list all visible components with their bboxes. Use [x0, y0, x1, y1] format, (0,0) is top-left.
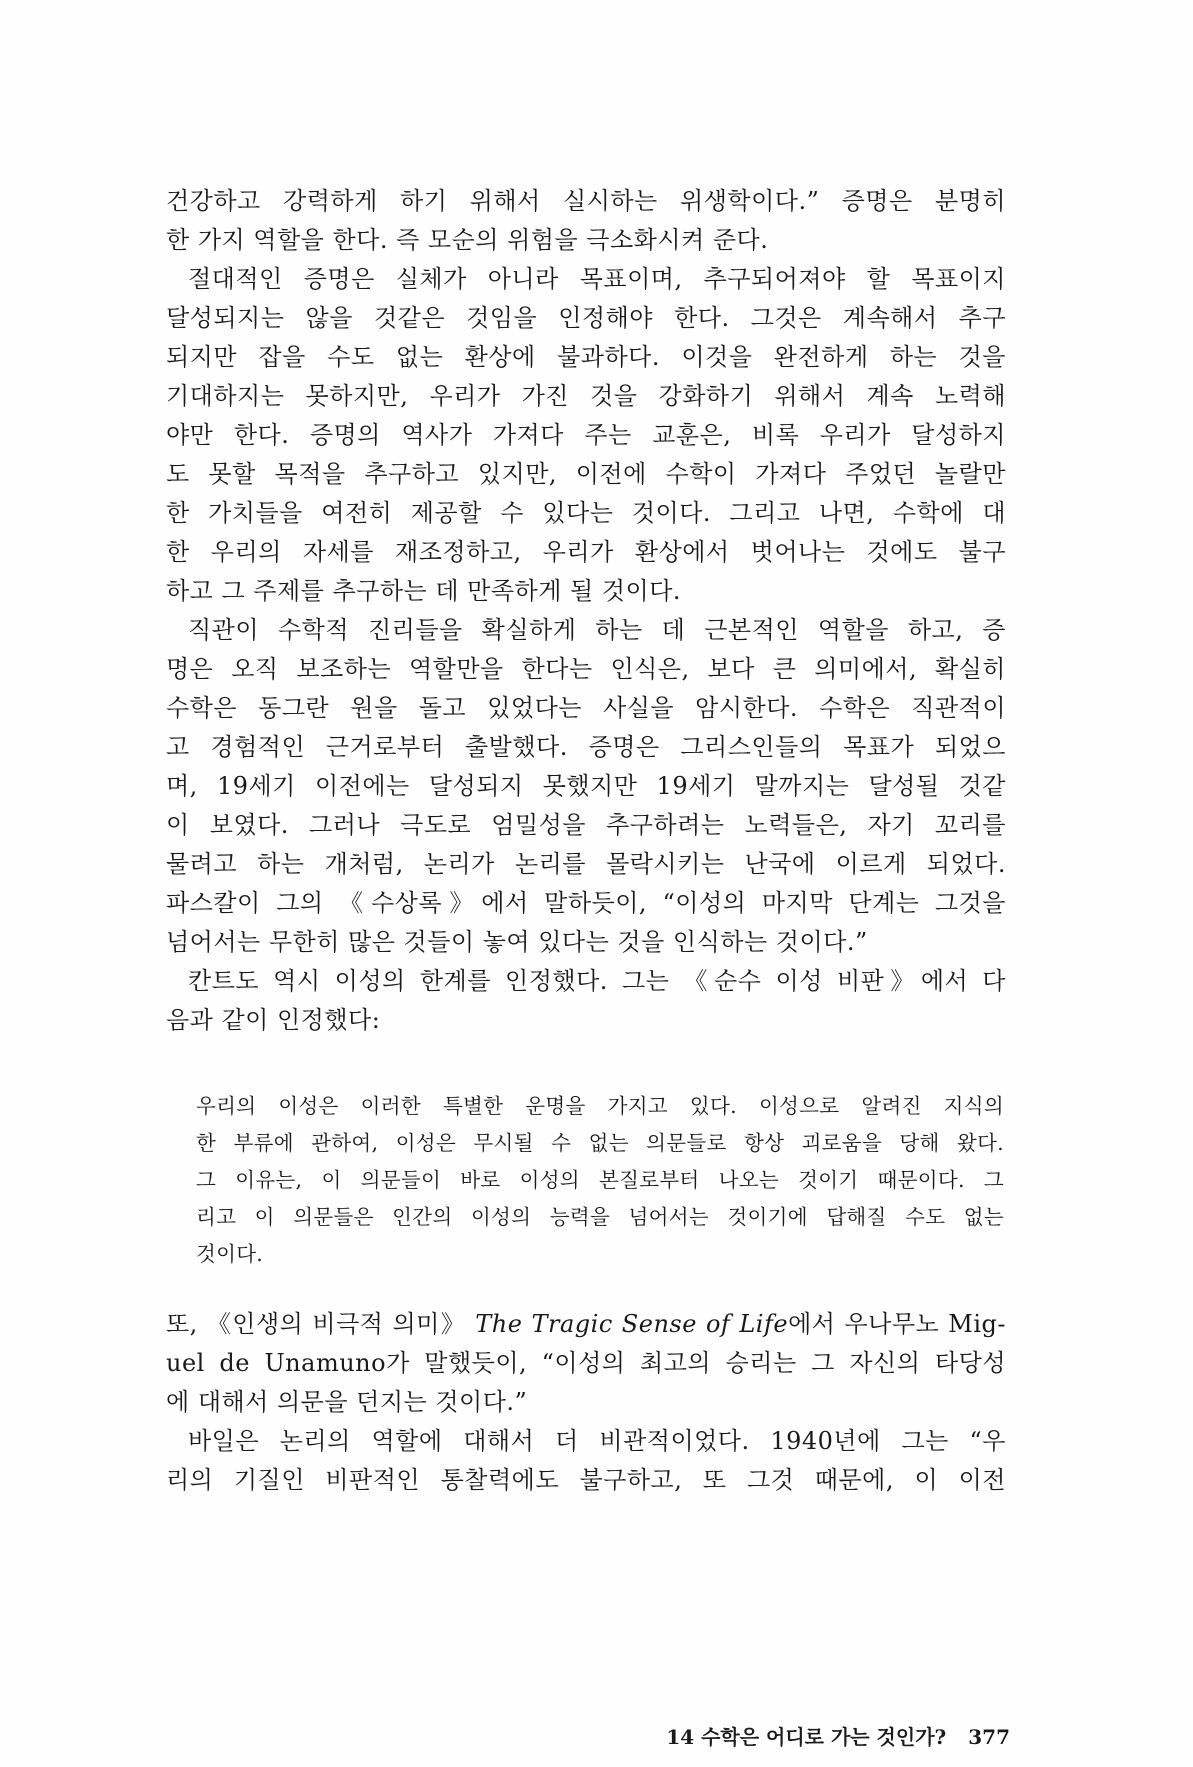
text-line: 이 보였다. 그러나 극도로 엄밀성을 추구하려는 노력들은, 자기 꼬리를 [166, 811, 1006, 839]
text-line: 하고 그 주제를 추구하는 데 만족하게 될 것이다. [166, 577, 682, 605]
quote-line: 우리의 이성은 이러한 특별한 운명을 가지고 있다. 이성으로 알려진 지식의 [196, 1094, 1004, 1118]
text-line: 넘어서는 무한히 많은 것들이 놓여 있다는 것을 인식하는 것이다.” [166, 928, 868, 956]
text-line: 한 가지 역할을 한다. 즉 모순의 위험을 극소화시켜 준다. [166, 226, 769, 254]
text-line: 파스칼이 그의 《수상록》에서 말하듯이, “이성의 마지막 단계는 그것을 [166, 889, 1006, 917]
page-number: 377 [968, 1725, 1010, 1749]
text-line: 한 가치들을 여전히 제공할 수 있다는 것이다. 그리고 나면, 수학에 대 [166, 499, 1006, 527]
text-line: 고 경험적인 근거로부터 출발했다. 증명은 그리스인들의 목표가 되었으 [166, 733, 1006, 761]
book-title: The Tragic Sense of Life [475, 1310, 789, 1338]
text-line: 며, 19세기 이전에는 달성되지 못했지만 19세기 말까지는 달성될 것같 [166, 772, 1006, 800]
quote-line: 한 부류에 관하여, 이성은 무시될 수 없는 의문들로 항상 괴로움을 당해 왔다. [196, 1131, 1004, 1155]
text-line: 음과 같이 인정했다: [166, 1006, 381, 1034]
body-text-continued [166, 1305, 1006, 1500]
text-line: 건강하고 강력하게 하기 위해서 실시하는 위생학이다.” 증명은 분명히 [166, 187, 1006, 215]
text-segment: 또, 《인생의 비극적 의미》 [166, 1310, 476, 1338]
text-line: 명은 오직 보조하는 역할만을 한다는 인식은, 보다 큰 의미에서, 확실히 [166, 655, 1006, 683]
text-line: 수학은 동그란 원을 돌고 있었다는 사실을 암시한다. 수학은 직관적이 [166, 694, 1006, 722]
text-line: 직관이 수학적 진리들을 확실하게 하는 데 근본적인 역할을 하고, 증 [188, 616, 1006, 644]
body-text [166, 182, 1006, 1040]
text-line: 한 우리의 자세를 재조정하고, 우리가 환상에서 벗어나는 것에도 불구 [166, 538, 1006, 566]
text-line: 에 대해서 의문을 던지는 것이다.” [166, 1388, 528, 1416]
text-line: 되지만 잡을 수도 없는 환상에 불과하다. 이것을 완전하게 하는 것을 [166, 343, 1006, 371]
text-line: uel de Unamuno가 말했듯이, “이성의 최고의 승리는 그 자신의 타당성 [166, 1349, 1006, 1377]
chapter-title: 14 수학은 어디로 가는 것인가? [666, 1725, 947, 1749]
block-quote [196, 1088, 1004, 1273]
text-line: 물려고 하는 개처럼, 논리가 논리를 몰락시키는 난국에 이르게 되었다. [166, 850, 1006, 878]
quote-line: 그 이유는, 이 의문들이 바로 이성의 본질로부터 나오는 것이기 때문이다. 그 [196, 1168, 1004, 1192]
text-line: 달성되지는 않을 것같은 것임을 인정해야 한다. 그것은 계속해서 추구 [166, 304, 1006, 332]
quote-line: 리고 이 의문들은 인간의 이성의 능력을 넘어서는 것이기에 답해질 수도 없는 [196, 1205, 1004, 1229]
quote-line: 것이다. [196, 1242, 264, 1266]
text-line [166, 1305, 1006, 1344]
text-segment: 에서 우나무노 Mig- [788, 1310, 1006, 1338]
text-line: 리의 기질인 비판적인 통찰력에도 불구하고, 또 그것 때문에, 이 이전 [166, 1466, 1006, 1494]
text-line: 야만 한다. 증명의 역사가 가져다 주는 교훈은, 비록 우리가 달성하지 [166, 421, 1006, 449]
text-line: 기대하지는 못하지만, 우리가 가진 것을 강화하기 위해서 계속 노력해 [166, 382, 1006, 410]
text-line: 칸트도 역시 이성의 한계를 인정했다. 그는 《순수 이성 비판》에서 다 [188, 967, 1006, 995]
running-footer [666, 1723, 1010, 1751]
text-line: 절대적인 증명은 실체가 아니라 목표이며, 추구되어져야 할 목표이지 [188, 265, 1006, 293]
text-line: 바일은 논리의 역할에 대해서 더 비관적이었다. 1940년에 그는 “우 [188, 1427, 1006, 1455]
text-line: 도 못할 목적을 추구하고 있지만, 이전에 수학이 가져다 주었던 놀랄만 [166, 460, 1006, 488]
